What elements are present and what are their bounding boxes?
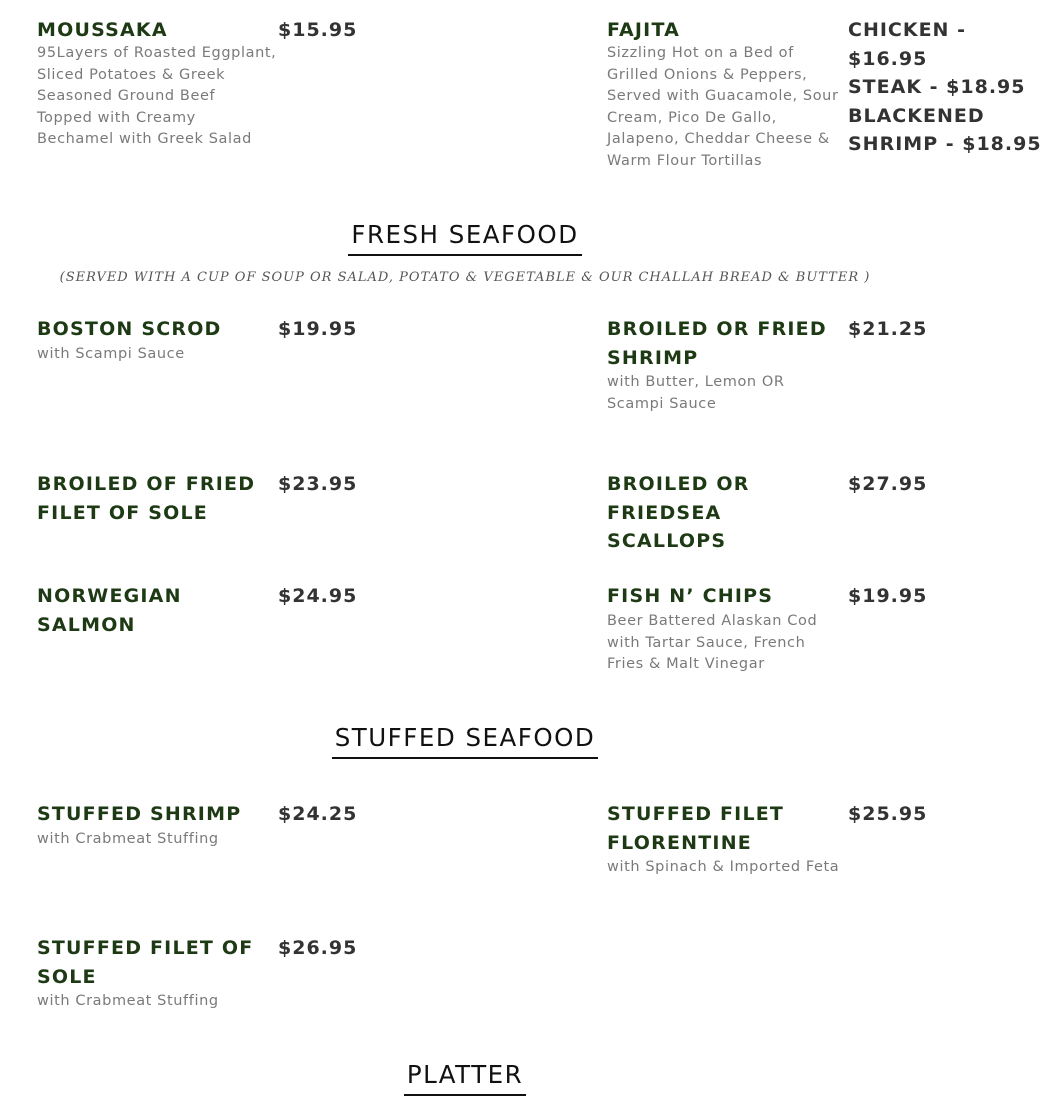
- item-name: STUFFED FILET OF SOLE: [37, 937, 254, 988]
- item-price-options: CHICKEN - $16.95 STEAK - $18.95 BLACKENED SHRIMP - $18.95: [848, 19, 1042, 155]
- item-description: with Spinach & Imported Feta: [607, 859, 840, 875]
- item-description: with Scampi Sauce: [37, 346, 185, 362]
- section-note: (SERVED WITH A CUP OF SOUP OR SALAD, POTATO & VEGETABLE & OUR CHALLAH BREAD & BUTTER ): [59, 270, 871, 285]
- section-heading-platter: PLATTER: [0, 1060, 930, 1096]
- item-description: with Crabmeat Stuffing: [37, 993, 219, 1009]
- item-name: FISH N’ CHIPS: [607, 585, 774, 607]
- item-price: $23.95: [278, 473, 358, 495]
- item-name: FAJITA: [607, 19, 681, 41]
- item-name: STUFFED SHRIMP: [37, 803, 242, 825]
- item-price: $19.95: [278, 318, 358, 340]
- item-description: Sizzling Hot on a Bed of Grilled Onions & Peppers, Served with Guacamole, Sour Cream, Pico De Gallo, Jalapeno, Cheddar Cheese & Warm Flour Tortillas: [607, 45, 839, 169]
- item-price: $25.95: [848, 803, 928, 825]
- item-price: $24.95: [278, 585, 358, 607]
- section-heading-fresh-seafood: FRESH SEAFOOD: [0, 220, 930, 256]
- item-price: $27.95: [848, 473, 928, 495]
- item-price: $19.95: [848, 585, 928, 607]
- item-name: MOUSSAKA: [37, 19, 168, 41]
- item-name: BROILED OR FRIEDSEA SCALLOPS: [607, 473, 750, 552]
- item-description: with Butter, Lemon OR Scampi Sauce: [607, 374, 785, 412]
- item-name: NORWEGIAN SALMON: [37, 585, 182, 636]
- item-price: $24.25: [278, 803, 358, 825]
- item-name: BROILED OF FRIED FILET OF SOLE: [37, 473, 256, 524]
- item-price: $15.95: [278, 19, 358, 41]
- section-heading-stuffed-seafood: STUFFED SEAFOOD: [0, 723, 930, 759]
- item-name: BOSTON SCROD: [37, 318, 222, 340]
- item-price: $21.25: [848, 318, 928, 340]
- item-name: STUFFED FILET FLORENTINE: [607, 803, 785, 854]
- item-description: with Crabmeat Stuffing: [37, 831, 219, 847]
- item-description: Beer Battered Alaskan Cod with Tartar Sauce, French Fries & Malt Vinegar: [607, 613, 818, 672]
- item-name: BROILED OR FRIED SHRIMP: [607, 318, 827, 369]
- item-price: $26.95: [278, 937, 358, 959]
- item-description: 95Layers of Roasted Eggplant, Sliced Potatoes & Greek Seasoned Ground Beef Topped with Creamy Bechamel with Greek Salad: [37, 45, 277, 147]
